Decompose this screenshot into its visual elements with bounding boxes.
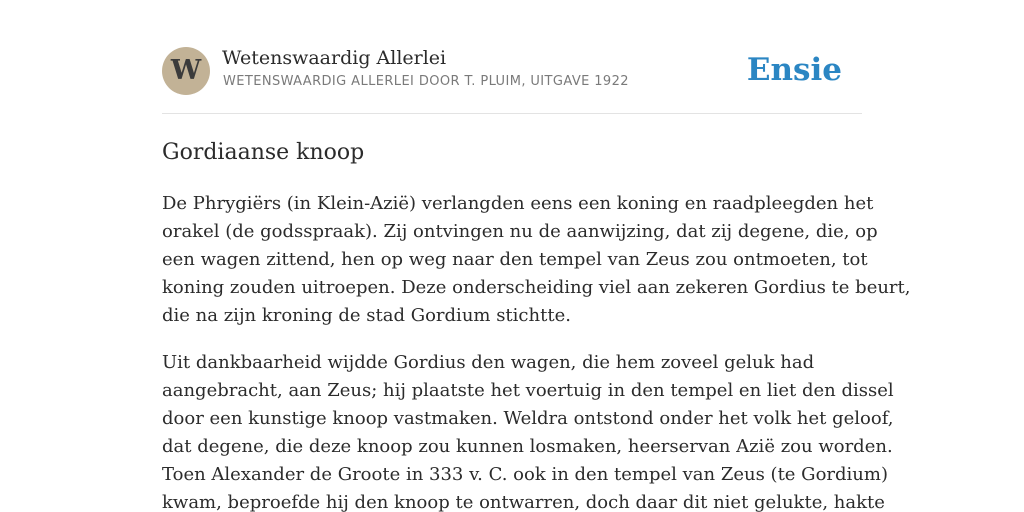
source-subtitle: WETENSWAARDIG ALLERLEI DOOR T. PLUIM, UITGAVE 1922 [223, 74, 629, 89]
paragraph-line: Toen Alexander de Groote in 333 v. C. ook in den tempel van Zeus (te Gordium) [162, 464, 888, 485]
article-paragraph-2 [162, 349, 894, 512]
paragraph-line: koning zouden uitroepen. Deze onderscheiding viel aan zekeren Gordius te beurt, [162, 277, 911, 298]
paragraph-line: orakel (de godsspraak). Zij ontvingen nu de aanwijzing, dat zij degene, die, op [162, 221, 878, 242]
paragraph-line: Uit dankbaarheid wijdde Gordius den wagen, die hem zoveel geluk had [162, 352, 815, 373]
paragraph-line: aangebracht, aan Zeus; hij plaatste het voertuig in den tempel en liet den dissel [162, 380, 894, 401]
paragraph-line: kwam, beproefde hij den knoop te ontwarren, doch daar dit niet gelukte, hakte [162, 492, 885, 512]
paragraph-line: een wagen zittend, hen op weg naar den tempel van Zeus zou ontmoeten, tot [162, 249, 868, 270]
header [162, 46, 862, 96]
article-paragraph-1 [162, 190, 911, 330]
source-avatar[interactable]: W [162, 47, 210, 95]
paragraph-line: door een kunstige knoop vastmaken. Weldra ontstond onder het volk het geloof, [162, 408, 894, 429]
paragraph-line: De Phrygiërs (in Klein-Azië) verlangden eens een koning en raadpleegden het [162, 193, 874, 214]
paragraph-line: dat degene, die deze knoop zou kunnen losmaken, heerservan Azië zou worden. [162, 436, 893, 457]
paragraph-line: die na zijn kroning de stad Gordium stichtte. [162, 305, 571, 326]
brand-logo-link[interactable]: Ensie [746, 52, 842, 88]
header-divider [162, 113, 862, 114]
article-title: Gordiaanse knoop [162, 140, 365, 165]
source-title-link[interactable]: Wetenswaardig Allerlei [222, 47, 447, 69]
